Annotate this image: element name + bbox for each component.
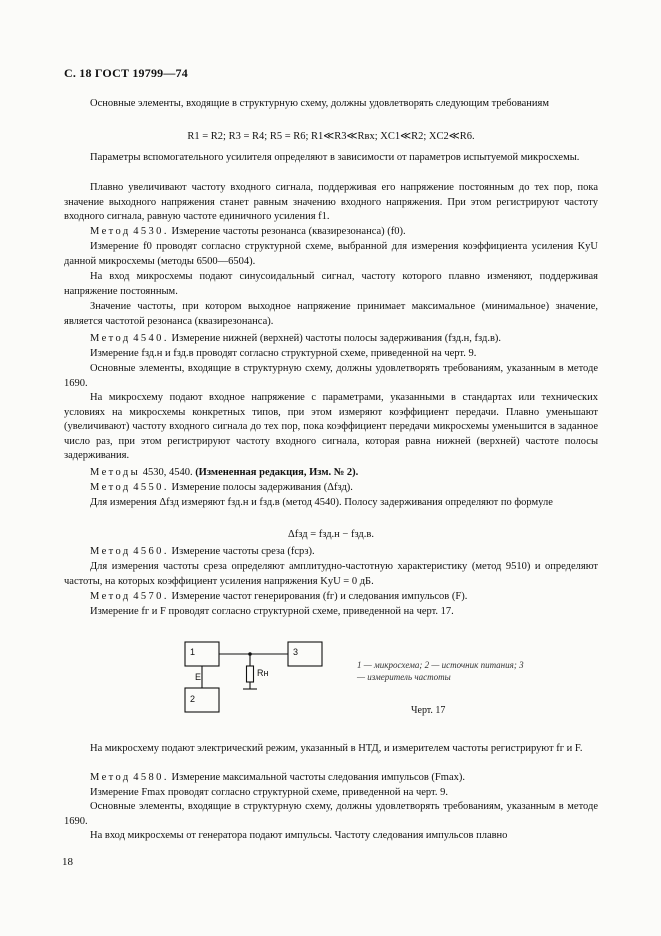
paragraph: На вход микросхемы подают синусоидальный сигнал, частоту которого плавно изменяют, поддерживая напряжение постоянным. [64, 271, 598, 297]
method-label: Метод [90, 591, 131, 602]
figure-caption: Черт. 17 [411, 705, 446, 716]
method-label: Метод [90, 546, 131, 557]
paragraph: На микросхему подают входное напряжение с параметрами, указанными в стандартах или технических условиях на микросхемы конкретных типов, при этом измеряют коэффициент передачи. Плавно уменьшают (увеличивают) частоту входного сигнала до тех пор, пока коэффициент передачи микросхемы уменьшится в заданное число раз, при этом регистрируют частоту входного сигнала, которая равна нижней (верхней) частоте полосы задерживания. [64, 392, 598, 462]
formula-resistors: R1 = R2; R3 = R4; R5 = R6; R1≪R3≪Rвх; XC1≪R2; XC2≪R6. [187, 131, 475, 142]
method-4550 [64, 481, 598, 496]
paragraph: Для измерения Δfзд измеряют fзд.н и fзд.в (метод 4540). Полосу задерживания определяют по формуле [90, 497, 553, 508]
method-number: 4560. [133, 546, 169, 557]
method-number: 4550. [133, 482, 169, 493]
methods-numbers: 4530, 4540. [142, 467, 193, 478]
edit-note: (Измененная редакция, Изм. № 2). [195, 467, 359, 478]
method-number: 4580. [133, 772, 169, 783]
paragraph: Для измерения частоты среза определяют амплитудно-частотную характеристику (метод 9510) и определяют частоты, на которых коэффициент усиления напряжения KyU = 0 дБ. [64, 561, 598, 587]
circuit-diagram [175, 636, 335, 718]
page-header: С. 18 ГОСТ 19799—74 [64, 66, 188, 80]
method-4580 [64, 771, 598, 786]
paragraph: Основные элементы, входящие в структурную схему, должны удовлетворять требованиям, указанным в методе 1690. [64, 363, 598, 389]
load-resistor [247, 666, 254, 682]
paragraph: Измерение fг и F проводят согласно структурной схеме, приведенной на черт. 17. [90, 606, 454, 617]
paragraph: Основные элементы, входящие в структурную схему, должны удовлетворять требованиям, указанным в методе 1690. [64, 801, 598, 827]
method-4530 [64, 225, 598, 240]
method-title: Измерение частоты резонанса (квазирезонанса) (f0). [171, 226, 406, 237]
method-title: Измерение максимальной частоты следования импульсов (Fmax). [171, 772, 465, 783]
formula-band: Δfзд = fзд.н − fзд.в. [288, 529, 374, 540]
method-title: Измерение частот генерирования (fг) и следования импульсов (F). [171, 591, 468, 602]
method-4540 [64, 332, 598, 347]
methods-edit-note [64, 466, 598, 481]
block-1-label: 1 [190, 647, 196, 657]
method-number: 4570. [133, 591, 169, 602]
supply-label-e: E [195, 672, 202, 682]
method-label: Метод [90, 482, 131, 493]
method-label: Метод [90, 333, 131, 344]
junction-dot [248, 652, 252, 656]
methods-label: Методы [90, 467, 141, 478]
paragraph: Значение частоты, при котором выходное напряжение принимает максимальное (минимальное) значение, является частотой резонанса (квазирезонанса). [64, 301, 598, 327]
paragraph: Плавно увеличивают частоту входного сигнала, поддерживая его напряжение постоянным до тех пор, пока значение выходного напряжения станет равным значению входного напряжения. При этом регистрируют частоту входного сигнала, равную частоте единичного усиления f1. [64, 182, 598, 223]
paragraph: На вход микросхемы от генератора подают импульсы. Частоту следования импульсов плавно [90, 830, 508, 841]
method-title: Измерение нижней (верхней) частоты полосы задерживания (fзд.н, fзд.в). [171, 333, 502, 344]
page-number: 18 [62, 856, 73, 868]
paragraph: Измерение f0 проводят согласно структурной схеме, выбранной для измерения коэффициента усиления KyU данной микросхемы (методы 6500—6504). [64, 241, 598, 267]
paragraph: Измерение fзд.н и fзд.в проводят согласно структурной схеме, приведенной на черт. 9. [90, 348, 477, 359]
paragraph: Параметры вспомогательного усилителя определяют в зависимости от параметров испытуемой микросхемы. [90, 152, 580, 163]
method-title: Измерение частоты среза (fсрз). [171, 546, 315, 557]
method-number: 4540. [133, 333, 169, 344]
figure-legend: 1 — микросхема; 2 — источник питания; 3 — измеритель частоты [357, 660, 524, 682]
method-label: Метод [90, 226, 131, 237]
resistor-label: Rн [257, 668, 269, 678]
method-title: Измерение полосы задерживания (Δfзд). [171, 482, 353, 493]
method-4560 [64, 545, 598, 560]
paragraph: Основные элементы, входящие в структурную схему, должны удовлетворять следующим требованиям [90, 98, 550, 109]
method-label: Метод [90, 772, 131, 783]
block-2-label: 2 [190, 694, 196, 704]
method-4570 [64, 590, 598, 605]
paragraph: Измерение Fmax проводят согласно структурной схеме, приведенной на черт. 9. [90, 787, 448, 798]
block-3-label: 3 [293, 647, 299, 657]
paragraph: На микросхему подают электрический режим, указанный в НТД, и измерителем частоты регистрируют fг и F. [90, 743, 583, 754]
method-number: 4530. [133, 226, 169, 237]
